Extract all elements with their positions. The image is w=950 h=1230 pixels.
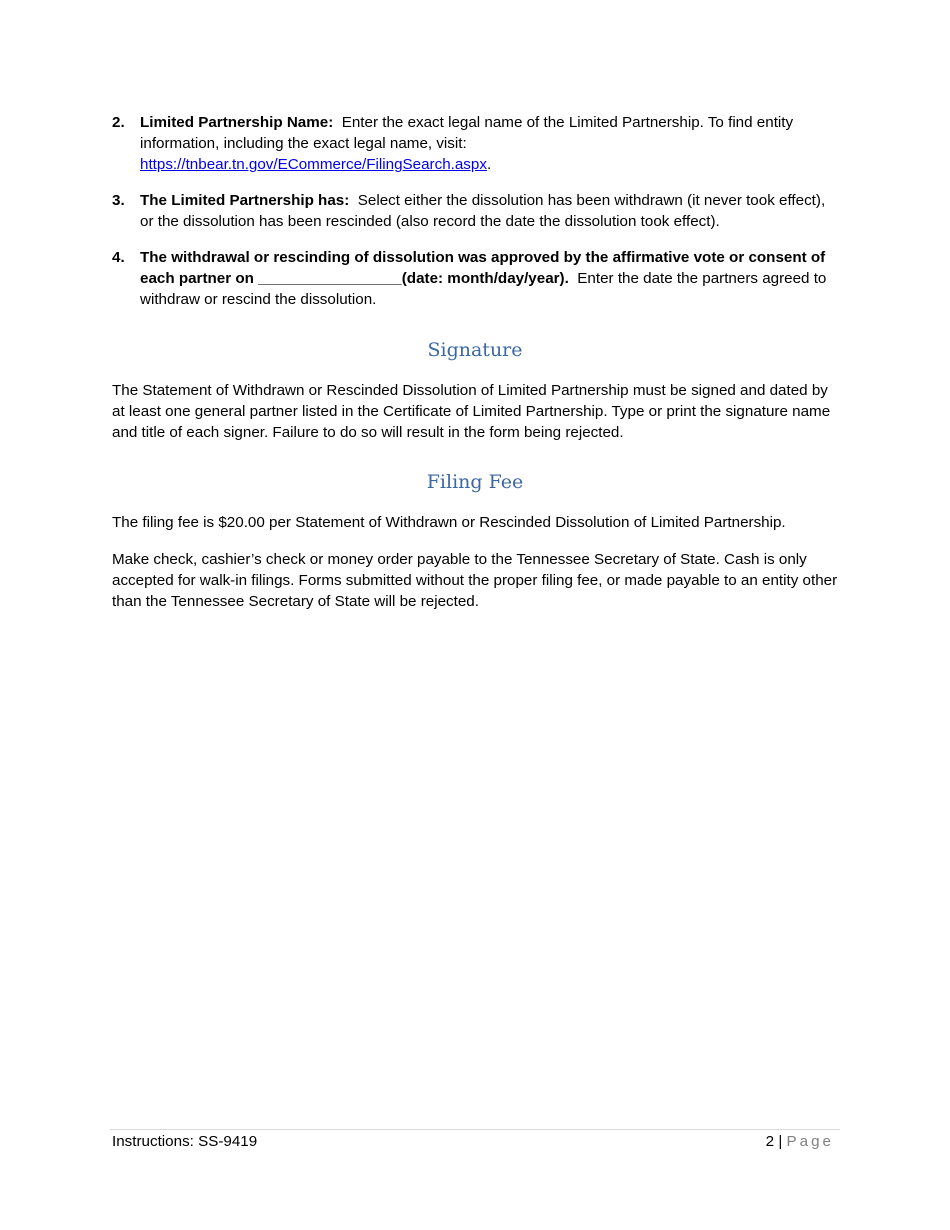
item-number: 4. — [112, 249, 125, 266]
page-separator: | — [778, 1133, 783, 1150]
item-text: Enter the date the partners agreed to withdraw or rescind the dissolution. — [140, 270, 827, 308]
link-period: . — [486, 156, 492, 173]
instruction-item-2 — [112, 112, 838, 175]
item-body — [140, 112, 838, 175]
item-number: 2. — [112, 114, 125, 131]
instruction-item-4 — [112, 247, 838, 310]
item-number: 3. — [112, 192, 125, 209]
page-word: Page — [786, 1133, 834, 1150]
filing-fee-paragraph-2: Make check, cashier’s check or money order payable to the Tennessee Secretary of State. Cash is only accepted for walk-in filings. Forms submitted without the proper filing fee, or made payable to an entity other than the Tennessee Secretary of State will be rejected. — [112, 551, 838, 610]
signature-paragraph: The Statement of Withdrawn or Rescinded Dissolution of Limited Partnership must be signed and dated by at least one general partner listed in the Certificate of Limited Partnership. Type or print the signature name and title of each signer. Failure to do so will result in the form being rejected. — [112, 382, 831, 441]
item-label: The withdrawal or rescinding of dissolution was approved by the affirmative vote or consent of each partner on _________________(date: month/day/year). — [140, 249, 826, 287]
footer-page-indicator — [766, 1131, 834, 1152]
item-body — [140, 190, 838, 232]
footer-divider — [110, 1129, 840, 1130]
item-body — [140, 247, 838, 310]
footer-form-id: Instructions: SS-9419 — [112, 1133, 258, 1150]
signature-heading: Signature — [427, 339, 523, 361]
item-text: Enter the exact legal name of the Limited Partnership. To find entity information, including the exact legal name, visit: — [140, 114, 794, 152]
item-label: The Limited Partnership has: — [140, 192, 350, 209]
instruction-item-3 — [112, 190, 838, 232]
filing-fee-paragraph-1: The filing fee is $20.00 per Statement of Withdrawn or Rescinded Dissolution of Limited Partnership. — [112, 514, 786, 531]
item-label: Limited Partnership Name: — [140, 114, 334, 131]
filing-search-link[interactable]: https://tnbear.tn.gov/ECommerce/FilingSearch.aspx — [140, 156, 487, 173]
item-text: Select either the dissolution has been withdrawn (it never took effect), or the dissolution has been rescinded (also record the date the dissolution took effect). — [140, 192, 826, 230]
filing-fee-heading: Filing Fee — [426, 471, 524, 493]
page-number: 2 — [765, 1133, 775, 1150]
